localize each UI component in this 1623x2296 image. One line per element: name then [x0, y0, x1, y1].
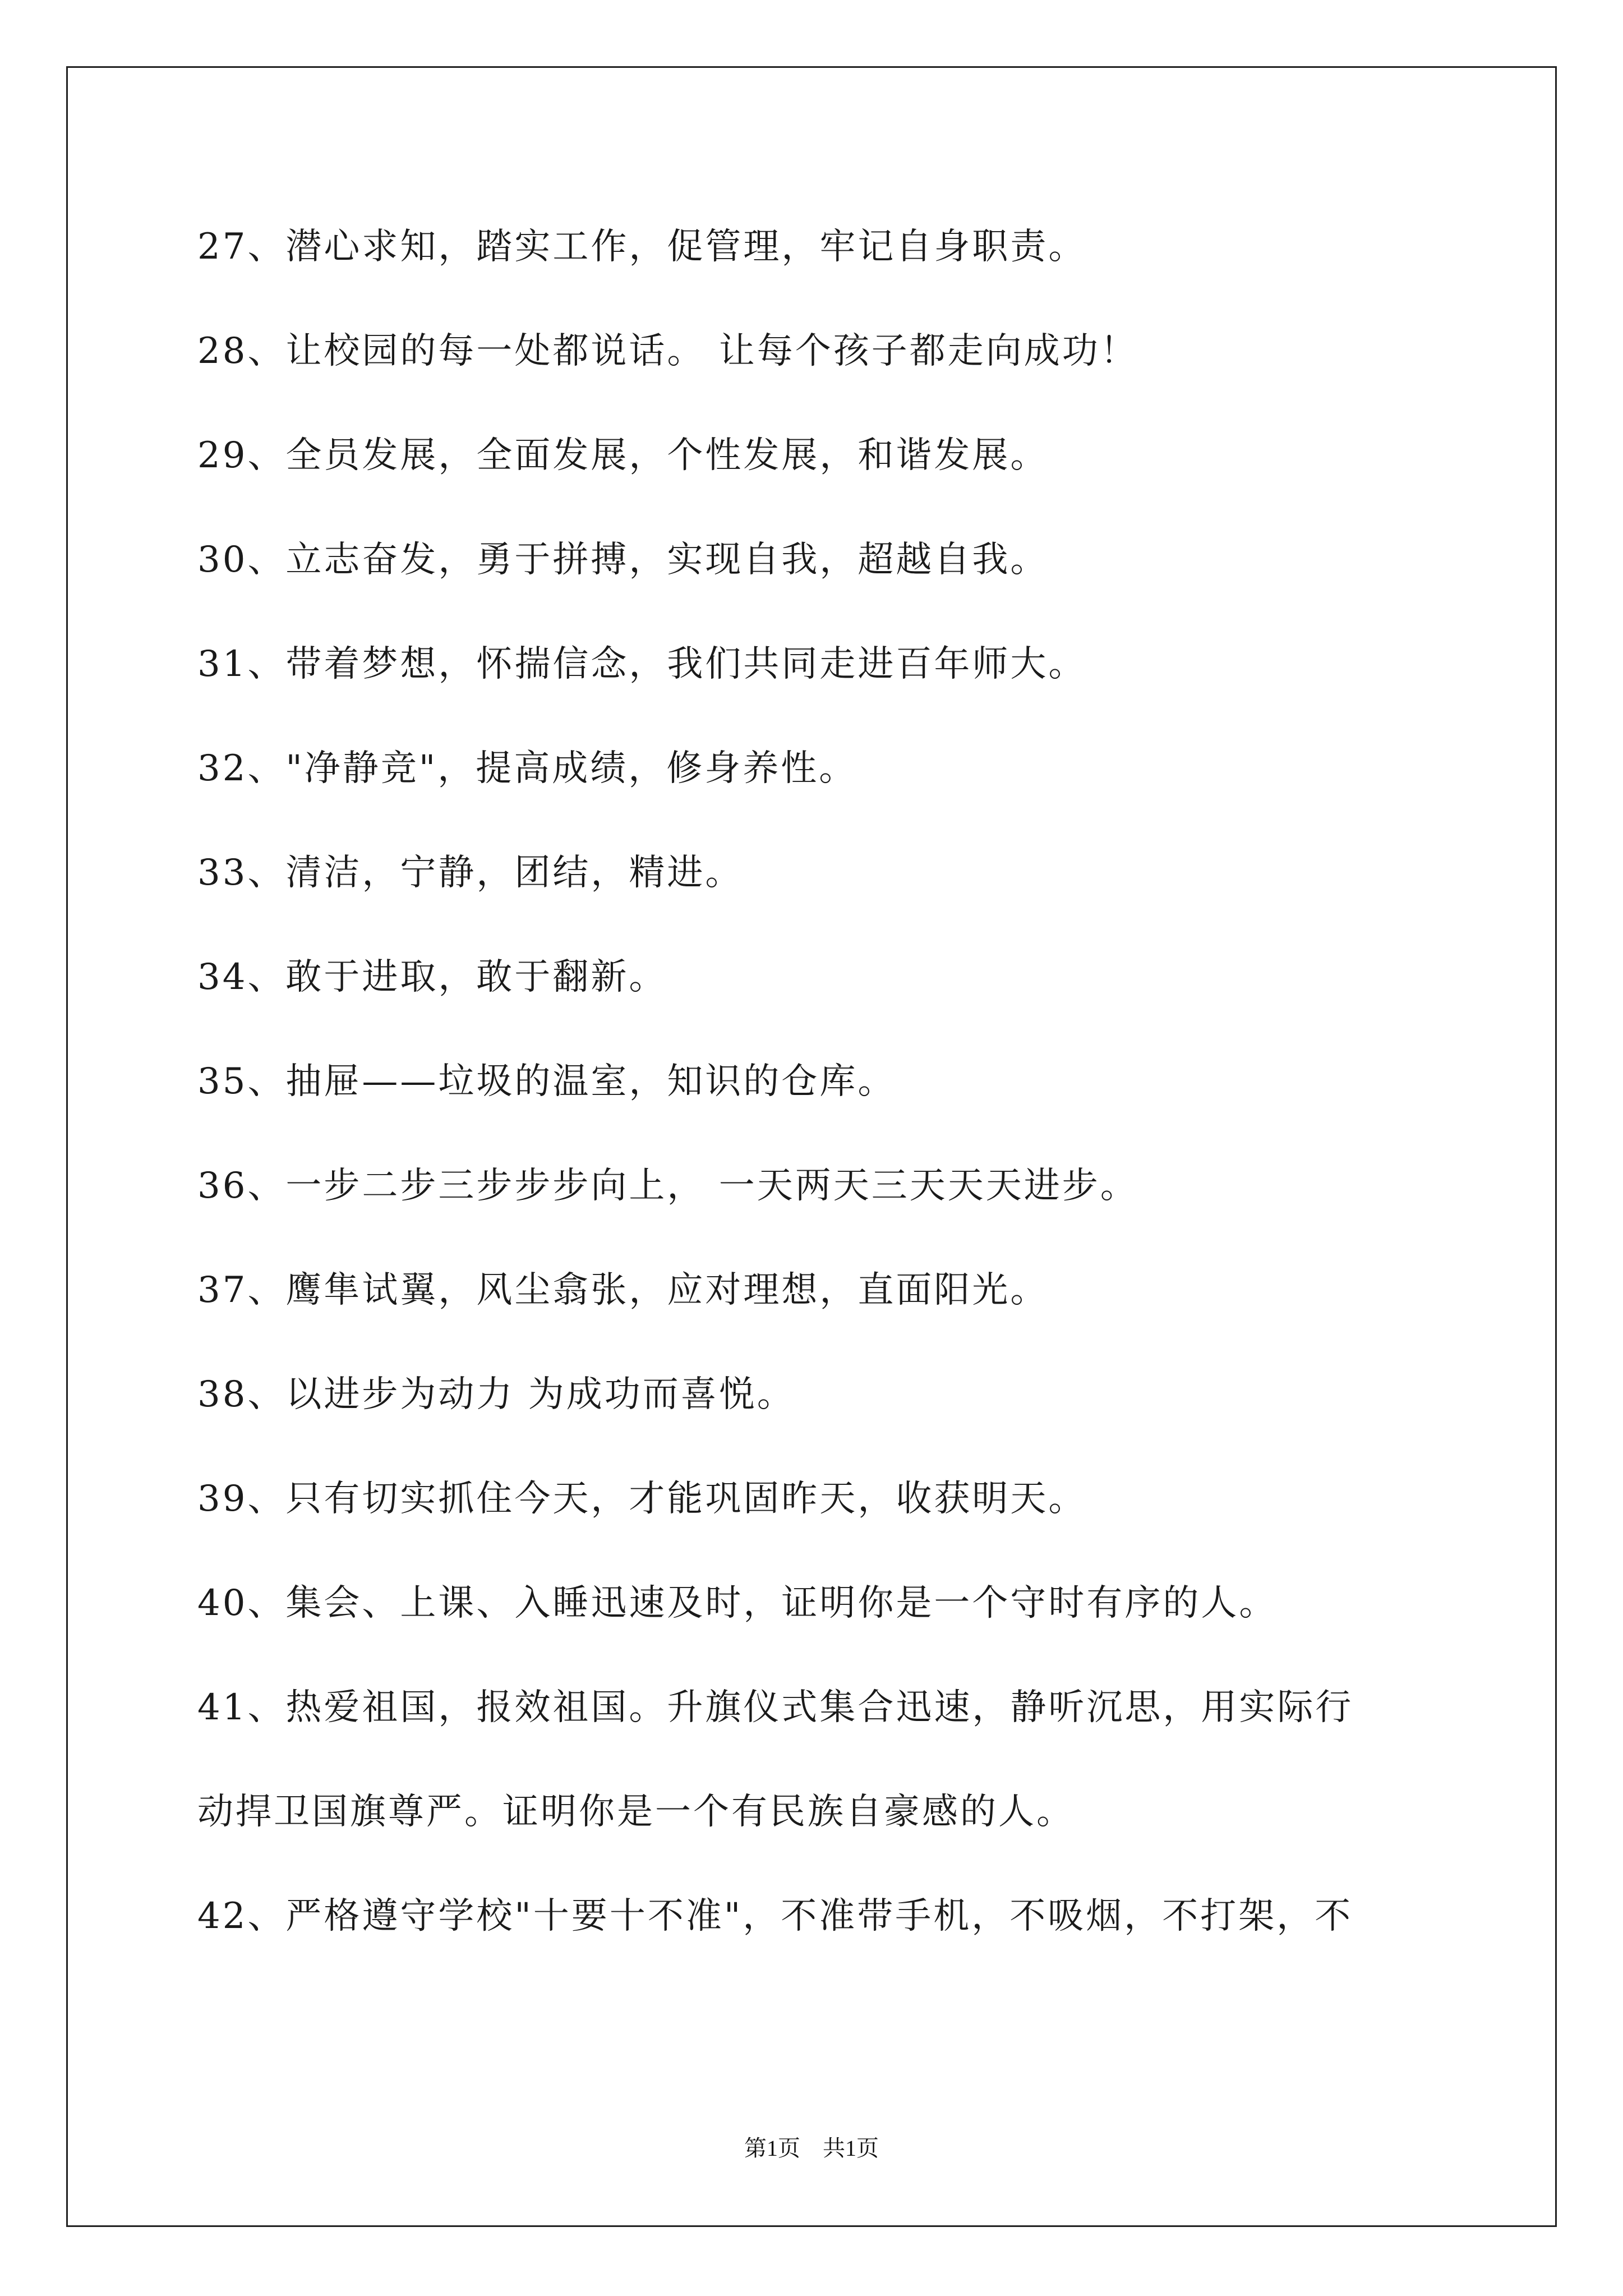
text-line: 42、严格遵守学校"十要十不准"，不准带手机，不吸烟，不打架，不: [197, 1895, 1353, 1937]
text-line: 29、全员发展，全面发展，个性发展，和谐发展。: [197, 435, 1049, 476]
text-line: 31、带着梦想，怀揣信念，我们共同走进百年师大。: [197, 643, 1087, 685]
text-line: 27、潜心求知，踏实工作，促管理，牢记自身职责。: [197, 226, 1087, 268]
text-line: 35、抽屉——垃圾的温室，知识的仓库。: [197, 1061, 896, 1102]
text-line: 38、以进步为动力 为成功而喜悦。: [197, 1374, 795, 1415]
text-line: 33、清洁，宁静，团结，精进。: [197, 852, 744, 894]
text-line: 动捍卫国旗尊严。证明你是一个有民族自豪感的人。: [197, 1791, 1075, 1833]
text-line: 36、一步二步三步步步向上， 一天两天三天天天进步。: [197, 1165, 1138, 1207]
text-line: 39、只有切实抓住今天，才能巩固昨天，收获明天。: [197, 1478, 1087, 1520]
document-body: [197, 224, 1431, 1998]
text-line: 37、鹰隼试翼，风尘翕张，应对理想，直面阳光。: [197, 1269, 1049, 1311]
text-line: 40、集会、上课、入睡迅速及时，证明你是一个守时有序的人。: [197, 1582, 1278, 1624]
text-line: 32、"净静竞"，提高成绩，修身养性。: [197, 748, 857, 789]
text-line: 28、让校园的每一处都说话。 让每个孩子都走向成功！: [197, 330, 1138, 372]
text-line: 30、立志奋发，勇于拼搏，实现自我，超越自我。: [197, 539, 1049, 581]
text-line: 34、敢于进取，敢于翻新。: [197, 956, 667, 998]
text-line: 41、热爱祖国，报效祖国。升旗仪式集合迅速，静听沉思，用实际行: [197, 1687, 1354, 1728]
page-number: 第1页 共1页: [744, 2136, 879, 2161]
